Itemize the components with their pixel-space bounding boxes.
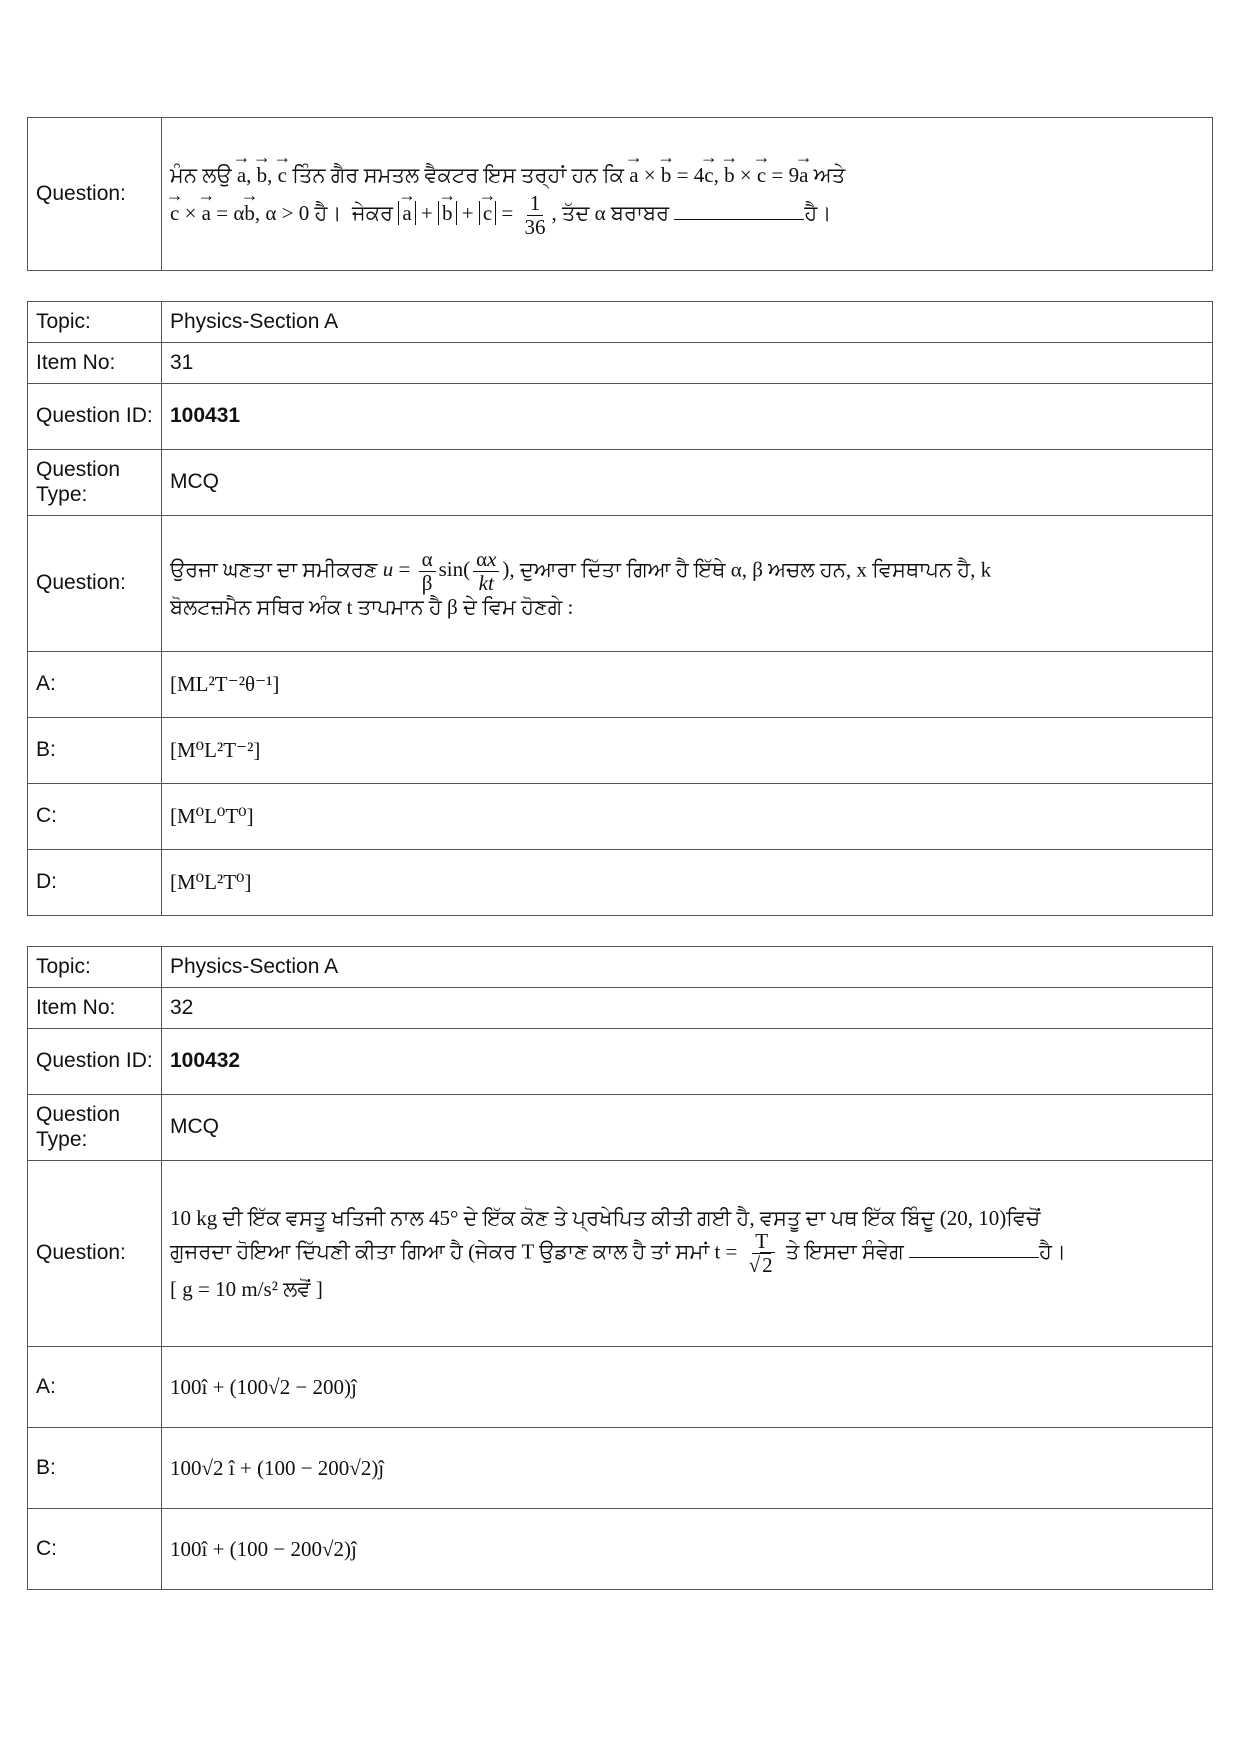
topic-value: Physics-Section A bbox=[162, 302, 1213, 343]
topic-label: Topic: bbox=[28, 302, 162, 343]
vector-b: → b bbox=[724, 149, 735, 187]
option-a: 100î + (100√2 − 200)ĵ bbox=[162, 1347, 1213, 1428]
vector-a: → a bbox=[799, 149, 808, 187]
option-b-label: B: bbox=[28, 718, 162, 784]
vector-b: → b bbox=[442, 187, 453, 225]
vector-c: → c bbox=[278, 149, 287, 187]
option-b: [M⁰L²T⁻²] bbox=[162, 718, 1213, 784]
q30-text-3: ਅਤੇ bbox=[813, 163, 846, 188]
question-type-value: MCQ bbox=[162, 450, 1213, 516]
vector-b: → b bbox=[244, 187, 255, 225]
question-id-value: 100432 bbox=[162, 1029, 1213, 1095]
vector-b: → b bbox=[257, 149, 268, 187]
q32-text-3: ਤੇ ਇਸਦਾ ਸੰਵੇਗ bbox=[785, 1239, 904, 1264]
frac-num: 1 bbox=[527, 192, 544, 216]
q30-condition: , α > 0 ਹੈ। bbox=[254, 201, 342, 226]
q30-text-5: , ਤੱਦ α ਬਰਾਬਰ bbox=[551, 201, 670, 226]
question-type-label: Question Type: bbox=[28, 1095, 162, 1161]
q32-text-4: ਹੈ। bbox=[1039, 1239, 1067, 1264]
option-a-label: A: bbox=[28, 652, 162, 718]
vector-b: → b bbox=[661, 149, 672, 187]
question-id-label: Question ID: bbox=[28, 384, 162, 450]
q32-text-5: [ g = 10 m/s² ਲਵੋਂ ] bbox=[170, 1277, 323, 1302]
question-type-value: MCQ bbox=[162, 1095, 1213, 1161]
q30-text-2: ਤਿੰਨ ਗੈਰ ਸਮਤਲ ਵੈਕਟਰ ਇਸ ਤਰ੍ਹਾਂ ਹਨ ਕਿ bbox=[292, 163, 624, 188]
vector-c: → c bbox=[757, 149, 766, 187]
q31-text-1: ਉਰਜਾ ਘਣਤਾ ਦਾ ਸਮੀਕਰਣ bbox=[170, 557, 378, 582]
q30-eq1: = 4 bbox=[676, 163, 705, 188]
option-d-label: D: bbox=[28, 850, 162, 916]
option-a: [ML²T⁻²θ⁻¹] bbox=[162, 652, 1213, 718]
frac-den: 36 bbox=[524, 214, 546, 239]
option-b-label: B: bbox=[28, 1428, 162, 1509]
q30-eq2: = 9 bbox=[771, 163, 800, 188]
option-b: 100√2 î + (100 − 200√2)ĵ bbox=[162, 1428, 1213, 1509]
question-30-table bbox=[27, 117, 1213, 271]
topic-value: Physics-Section A bbox=[162, 947, 1213, 988]
question-30-text: ਮੰਨ ਲਉ → a, → b, → c ਤਿੰਨ ਗੈਰ ਸਮਤਲ ਵੈਕਟਰ ਇਸ ਤਰ੍ਹਾਂ ਹਨ ਕਿ → a × → b = 4→ c, → b × → c = 9→ a ਅਤੇ → c × → a = α→ b, α > 0 ਹੈ। ਜੇਕਰ → a + → b + → c = $\frac{1}{36}$ , ਤੱਦ α ਬਰਾਬਰ ਹੈ। bbox=[162, 118, 1213, 271]
vector-c: → c bbox=[483, 187, 492, 225]
q31-text-3: ਬੋਲਟਜ਼ਮੈਨ ਸਥਿਰ ਅੰਕ t ਤਾਪਮਾਨ ਹੈ β ਦੇ ਵਿਮ ਹੋਣਗੇ : bbox=[170, 595, 574, 620]
option-c: [M⁰L⁰T⁰] bbox=[162, 784, 1213, 850]
q32-text-2: ਗੁਜਰਦਾ ਹੋਇਆ ਦਿੱਪਣੀ ਕੀਤਾ ਗਿਆ ਹੈ (ਜੇਕਰ T ਉਡਾਣ ਕਾਲ ਹੈ ਤਾਂ ਸਮਾਂ t = bbox=[170, 1239, 738, 1264]
question-31-text bbox=[162, 516, 1213, 652]
vector-a: → a bbox=[237, 149, 246, 187]
item-no-value: 31 bbox=[162, 343, 1213, 384]
q30-text-6: ਹੈ। bbox=[804, 201, 832, 226]
answer-blank bbox=[909, 1237, 1039, 1258]
question-32-table bbox=[27, 946, 1213, 1590]
question-32-text bbox=[162, 1161, 1213, 1347]
q32-text-1: 10 kg ਦੀ ਇੱਕ ਵਸਤੂ ਖਤਿਜੀ ਨਾਲ 45° ਦੇ ਇੱਕ ਕੋਣ ਤੇ ਪ੍ਰਖੇਪਿਤ ਕੀਤੀ ਗਈ ਹੈ, ਵਸਤੂ ਦਾ ਪਥ ਇੱਕ ਬਿੰਦੂ (20, 10)ਵਿਚੋਂ bbox=[170, 1205, 1041, 1230]
fraction bbox=[522, 192, 549, 239]
vector-a: → a bbox=[202, 187, 211, 225]
option-c-label: C: bbox=[28, 1509, 162, 1590]
q30-text-4: ਜੇਕਰ bbox=[352, 201, 394, 226]
topic-label: Topic: bbox=[28, 947, 162, 988]
item-no-label: Item No: bbox=[28, 988, 162, 1029]
vector-c: → c bbox=[704, 149, 713, 187]
question-label: Question: bbox=[28, 118, 162, 271]
question-type-label: Question Type: bbox=[28, 450, 162, 516]
option-a-label: A: bbox=[28, 1347, 162, 1428]
option-d: [M⁰L²T⁰] bbox=[162, 850, 1213, 916]
q30-eq3: = α bbox=[216, 201, 245, 226]
option-c: 100î + (100 − 200√2)ĵ bbox=[162, 1509, 1213, 1590]
vector-a: → a bbox=[629, 149, 638, 187]
q30-text-1: ਮੰਨ ਲਉ bbox=[170, 163, 232, 188]
question-id-value: 100431 bbox=[162, 384, 1213, 450]
question-31-table bbox=[27, 301, 1213, 916]
item-no-label: Item No: bbox=[28, 343, 162, 384]
answer-blank bbox=[674, 199, 804, 220]
vector-a: → a bbox=[402, 187, 411, 225]
question-id-label: Question ID: bbox=[28, 1029, 162, 1095]
time-fraction: $\frac{T}{√2}$ bbox=[748, 1228, 773, 1277]
q31-text-2: , ਦੁਆਰਾ ਦਿੱਤਾ ਗਿਆ ਹੈ ਇੱਥੇ α, β ਅਚਲ ਹਨ, x ਵਿਸਥਾਪਨ ਹੈ, k bbox=[509, 557, 992, 582]
energy-equation: u = $\frac{\alpha}{\beta}$ sin( $\frac{\alpha x}{kt}$ ) bbox=[382, 546, 510, 595]
item-no-value: 32 bbox=[162, 988, 1213, 1029]
question-label: Question: bbox=[28, 1161, 162, 1347]
question-label: Question: bbox=[28, 516, 162, 652]
option-c-label: C: bbox=[28, 784, 162, 850]
vector-c: → c bbox=[170, 187, 179, 225]
